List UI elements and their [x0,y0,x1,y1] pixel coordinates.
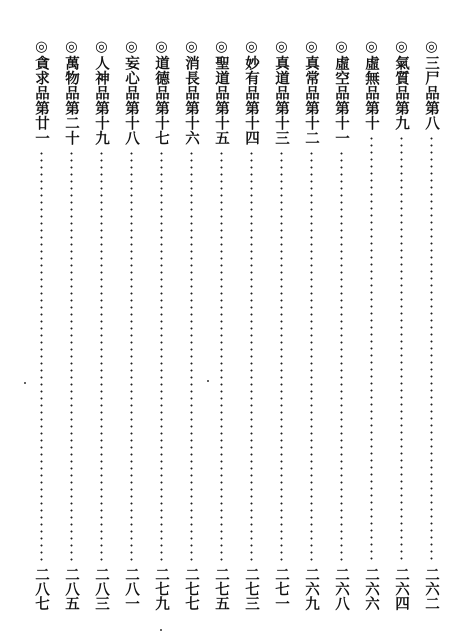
toc-entry-chapter-18 [120,38,142,610]
toc-entry-page-number: 二七一 [273,566,290,610]
scan-speck [207,380,209,382]
toc-entry-page-number: 二七九 [153,566,170,610]
scan-speck [160,629,162,631]
toc-entry-page-number: 二七七 [183,566,200,610]
dot-leader [40,150,43,563]
toc-entry-chapter-15 [210,38,232,610]
toc-entry-page-number: 二七五 [213,566,230,610]
toc-entry-chapter-16 [180,38,202,610]
dot-leader [310,150,313,563]
toc-entry-page-number: 二六二 [423,566,440,610]
toc-entry-chapter-21 [30,38,52,610]
toc-entry-page-number: 二八三 [93,566,110,610]
toc-entry-page-number: 二八一 [123,566,140,610]
toc-entry-chapter-10 [360,38,382,610]
toc-entry-page-number: 二七三 [243,566,260,610]
toc-entry-title: ◎虛無品第十 [363,38,380,131]
toc-entry-chapter-8 [420,38,442,610]
dot-leader [280,150,283,563]
toc-entry-title: ◎妄心品第十八 [123,38,140,146]
toc-entry-title: ◎真常品第十二 [303,38,320,146]
toc-entry-page-number: 二八七 [33,566,50,610]
toc-entry-chapter-17 [150,38,172,610]
toc-entry-page-number: 二六四 [393,566,410,610]
toc-entry-title: ◎真道品第十三 [273,38,290,146]
toc-entry-chapter-12 [300,38,322,610]
dot-leader [130,150,133,563]
dot-leader [70,150,73,563]
toc-entry-title: ◎氣質品第九 [393,38,410,131]
toc-entry-chapter-13 [270,38,292,610]
toc-entry-page-number: 二八五 [63,566,80,610]
toc-entry-title: ◎人神品第十九 [93,38,110,146]
dot-leader [400,135,403,563]
dot-leader [160,150,163,563]
table-of-contents [30,38,442,610]
toc-entry-page-number: 二六六 [363,566,380,610]
toc-entry-chapter-19 [90,38,112,610]
toc-entry-page-number: 二六八 [333,566,350,610]
dot-leader [250,150,253,563]
toc-entry-title: ◎貪求品第廿一 [33,38,50,146]
toc-entry-title: ◎聖道品第十五 [213,38,230,146]
toc-entry-chapter-20 [60,38,82,610]
dot-leader [370,135,373,563]
toc-entry-chapter-9 [390,38,412,610]
dot-leader [340,150,343,563]
toc-entry-chapter-11 [330,38,352,610]
toc-entry-title: ◎萬物品第二十 [63,38,80,146]
toc-entry-page-number: 二六九 [303,566,320,610]
toc-entry-chapter-14 [240,38,262,610]
toc-entry-title: ◎妙有品第十四 [243,38,260,146]
toc-entry-title: ◎消長品第十六 [183,38,200,146]
dot-leader [100,150,103,563]
toc-entry-title: ◎三尸品第八 [423,38,440,131]
toc-entry-title: ◎道德品第十七 [153,38,170,146]
dot-leader [220,150,223,563]
dot-leader [430,135,433,563]
toc-entry-title: ◎虛空品第十一 [333,38,350,146]
scan-speck [24,382,26,384]
dot-leader [190,150,193,563]
